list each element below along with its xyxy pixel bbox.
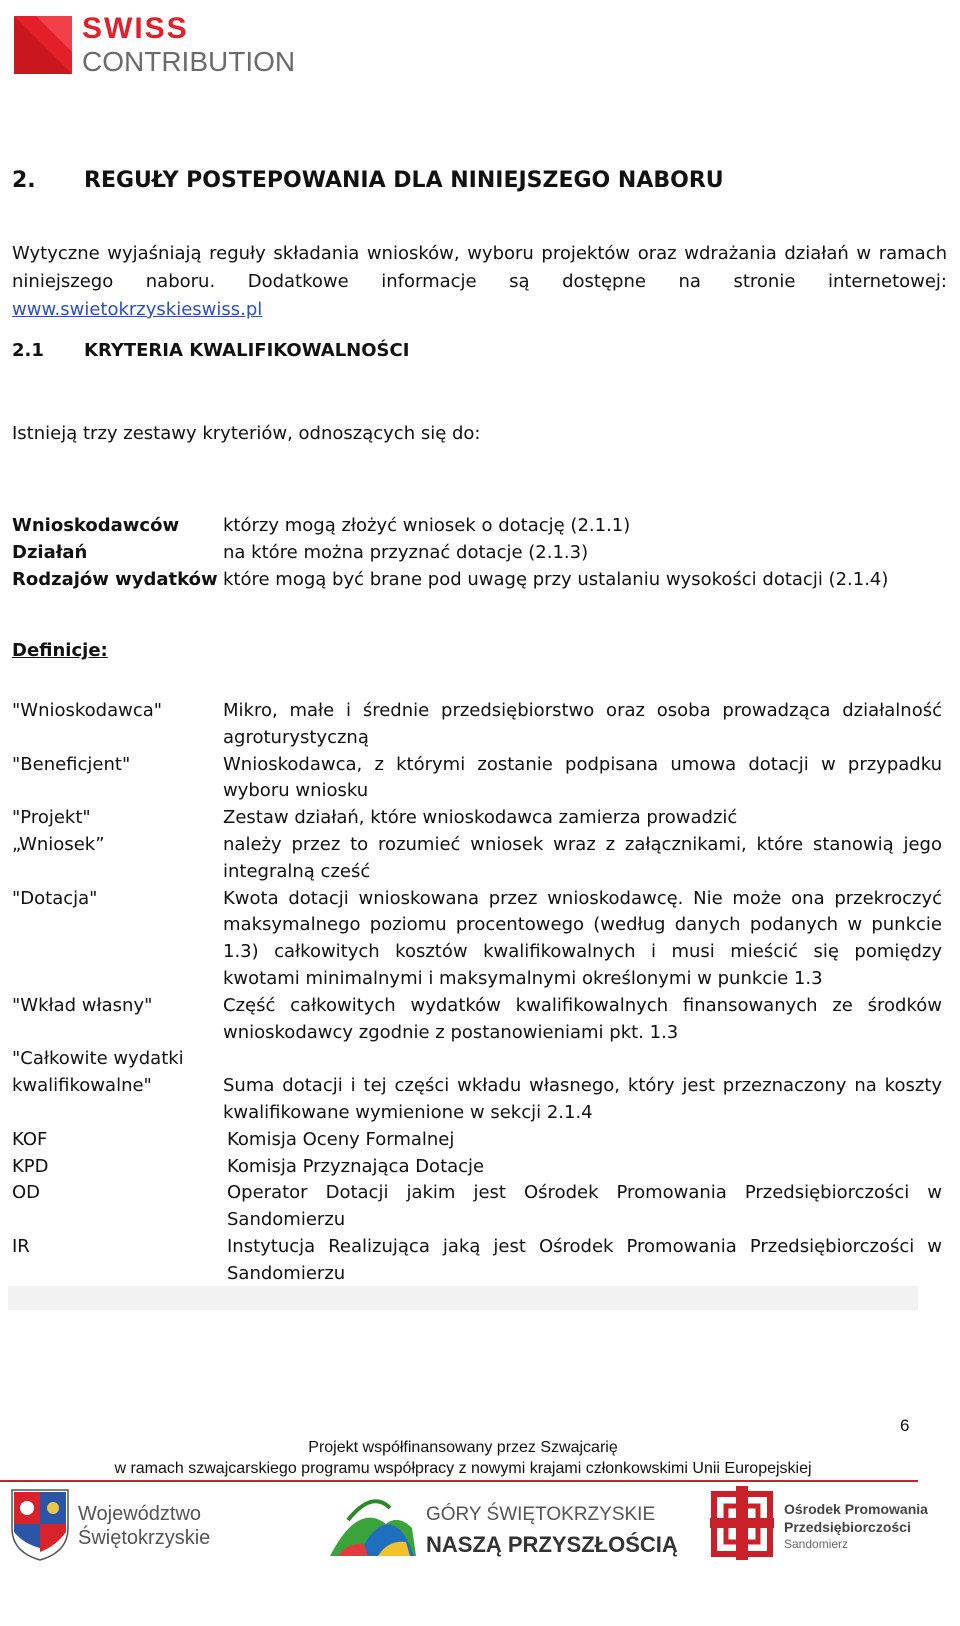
logo2-line1: GÓRY ŚWIĘTOKRZYSKIE <box>426 1504 656 1525</box>
intro-text: Wytyczne wyjaśniają reguły składania wniosków, wyboru projektów oraz wdrażania działań w ramach niniejszego naboru. Dodatkowe informacje są dostępne na stronie internetowej: <box>12 243 947 292</box>
footer-divider <box>0 1480 918 1482</box>
footer-line-1: Projekt współfinansowany przez Szwajcarię <box>308 1439 618 1456</box>
criteria-intro: Istnieją trzy zestawy kryteriów, odnoszących się do: <box>12 423 481 444</box>
logo1-line1: Województwo <box>78 1503 202 1525</box>
list-item <box>12 1046 942 1073</box>
definitions-list <box>12 698 942 1288</box>
list-item <box>12 1127 942 1154</box>
definition-desc: Suma dotacji i tej części wkładu własnego, który jest przeznaczony na koszty kwalifikowane wymienione w sekcji 2.1.4 <box>223 1075 942 1123</box>
definition-desc: Instytucja Realizująca jaką jest Ośrodek Promowania Przedsiębiorczości w Sandomierzu <box>227 1235 942 1284</box>
definition-term: "Wnioskodawca" <box>12 700 163 721</box>
list-item <box>12 1073 942 1127</box>
subsection-title: KRYTERIA KWALIFIKOWALNOŚCI <box>84 340 410 361</box>
definition-desc: Mikro, małe i średnie przedsiębiorstwo oraz osoba prowadząca działalność agroturystyczną <box>223 700 942 748</box>
opp-emblem-icon <box>710 1486 774 1560</box>
logo3-line3: Sandomierz <box>784 1537 849 1551</box>
list-item <box>12 805 942 832</box>
list-item <box>12 512 947 539</box>
swiss-logo-mark <box>14 16 72 74</box>
definition-desc: Zestaw działań, które wnioskodawca zamierza prowadzić <box>223 807 738 829</box>
section-number: 2. <box>12 168 36 193</box>
logo-word-contribution: CONTRIBUTION <box>82 46 296 77</box>
definition-term: KPD <box>12 1155 49 1177</box>
gory-swietokrzyskie-logo <box>328 1484 678 1564</box>
definition-term: "Beneficjent" <box>12 753 131 775</box>
definition-term: "Całkowite wydatki <box>12 1048 184 1070</box>
coat-of-arms-icon <box>12 1490 68 1560</box>
swiss-contribution-logo <box>14 12 304 78</box>
definition-term: „Wniosek” <box>12 833 105 855</box>
definition-desc: Kwota dotacji wnioskowana przez wnioskodawcę. Nie może ona przekroczyć maksymalnego poziomu procentowego (według danych podanych w punkcie 1.3) całkowitych kosztów kwalifikowalnych i musi mieścić się pomiędzy kwotami minimalnymi i maksymalnymi określonymi w punkcie 1.3 <box>223 887 942 989</box>
list-item <box>12 752 942 806</box>
list-item <box>12 566 947 593</box>
footer-line-2: w ramach szwajcarskiego programu współpracy z nowymi krajami członkowskimi Unii Europejskiej <box>114 1460 812 1477</box>
definition-desc: Wnioskodawca, z którymi zostanie podpisana umowa dotacji w przypadku wyboru wniosku <box>223 753 942 802</box>
list-item <box>12 698 942 752</box>
definition-desc <box>223 1046 942 1073</box>
definition-desc: Operator Dotacji jakim jest Ośrodek Promowania Przedsiębiorczości w Sandomierzu <box>227 1182 942 1231</box>
definition-term: OD <box>12 1182 41 1204</box>
definition-term: kwalifikowalne" <box>12 1075 152 1097</box>
definition-term: KOF <box>12 1128 48 1150</box>
logo3-line2: Przedsiębiorczości <box>784 1519 911 1535</box>
shaded-band <box>8 1286 918 1310</box>
page-number: 6 <box>900 1416 910 1435</box>
definition-term: "Wkład własny" <box>12 994 153 1016</box>
list-item <box>12 1234 942 1288</box>
definition-term: IR <box>12 1235 30 1257</box>
section-title: REGUŁY POSTEPOWANIA DLA NINIEJSZEGO NABORU <box>84 168 724 193</box>
criteria-desc: które mogą być brane pod uwagę przy ustalaniu wysokości dotacji (2.1.4) <box>223 569 889 590</box>
list-item <box>12 993 942 1047</box>
logo2-line2: NASZĄ PRZYSZŁOŚCIĄ <box>426 1532 678 1557</box>
criteria-desc: na które można przyznać dotacje (2.1.3) <box>223 542 589 563</box>
definition-desc: Część całkowitych wydatków kwalifikowalnych finansowanych ze środków wnioskodawcy zgodnie z postanowieniami pkt. 1.3 <box>223 994 942 1043</box>
logo-word-swiss: SWISS <box>82 12 189 45</box>
definition-desc: Komisja Oceny Formalnej <box>227 1128 455 1150</box>
criteria-term: Działań <box>12 542 88 563</box>
list-item <box>12 886 942 993</box>
subsection-number: 2.1 <box>12 340 44 361</box>
intro-paragraph <box>12 240 947 324</box>
criteria-term: Rodzajów wydatków <box>12 569 218 590</box>
subsection-heading <box>12 340 409 361</box>
mountains-icon <box>330 1501 416 1556</box>
definition-term: "Projekt" <box>12 807 91 829</box>
list-item <box>12 539 947 566</box>
list-item <box>12 1180 942 1234</box>
criteria-term: Wnioskodawców <box>12 515 180 536</box>
definition-term: "Dotacja" <box>12 887 98 909</box>
list-item <box>12 1154 942 1181</box>
osrodek-promowania-logo <box>710 1484 928 1562</box>
criteria-list <box>12 512 947 593</box>
definition-desc: należy przez to rozumieć wniosek wraz z załącznikami, które stanowią jego integralną cześć <box>223 833 942 882</box>
criteria-desc: którzy mogą złożyć wniosek o dotację (2.1.1) <box>223 515 631 536</box>
definition-desc: Komisja Przyznająca Dotacje <box>227 1155 485 1177</box>
section-heading <box>12 168 724 193</box>
wojewodztwo-swietokrzyskie-logo <box>10 1488 210 1562</box>
website-link[interactable]: www.swietokrzyskieswiss.pl <box>12 299 263 320</box>
logo3-line1: Ośrodek Promowania <box>784 1501 928 1517</box>
definitions-title: Definicje: <box>12 640 108 661</box>
logo1-line2: Świętokrzyskie <box>78 1527 211 1549</box>
list-item <box>12 832 942 886</box>
